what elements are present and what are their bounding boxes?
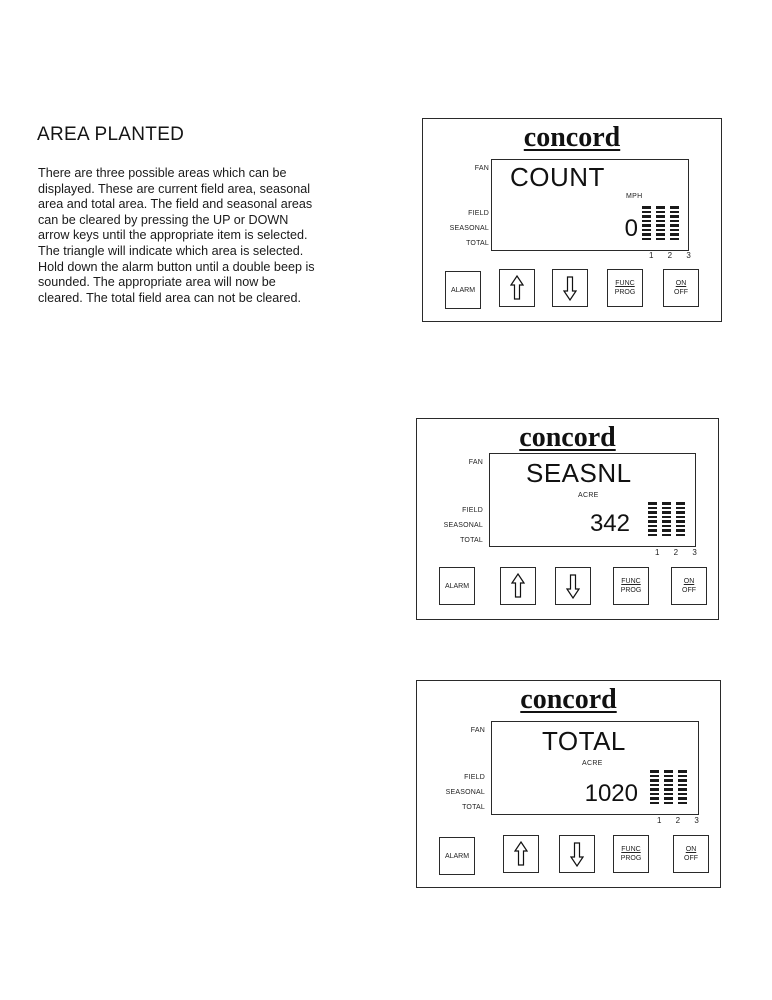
bar-segment [662,511,671,514]
lcd-function-text: SEASNL [526,458,632,488]
bar-segment [642,206,651,209]
up-arrow-button[interactable] [500,567,536,605]
up-arrow-button[interactable] [503,835,539,873]
bar-segment [642,238,651,241]
bar-segment [650,775,659,778]
bar-segment [678,779,687,782]
monitor-panel-seasonal [416,418,719,620]
bar-segment [664,788,673,791]
bar-segment [670,238,679,241]
down-arrow-icon [563,275,577,301]
bar-segment [678,788,687,791]
body-line: cleared. The total field area can not be cleared. [38,290,302,305]
bar-segment [650,788,659,791]
label-field: FIELD [464,774,485,781]
body-line: area and total area. The field and seasonal areas [38,197,313,212]
bar-segment [670,233,679,236]
lcd-unit-text: ACRE [578,492,599,499]
bar-segment [650,793,659,796]
bar-segment [648,507,657,510]
bar-segment [662,525,671,528]
label-field: FIELD [462,507,483,514]
up-arrow-button[interactable] [499,269,535,307]
label-field: FIELD [468,210,489,217]
lcd-value-text: 0 [624,215,638,242]
lcd-value-text: 1020 [584,780,638,807]
bar-segment [656,224,665,227]
bar-segment [656,206,665,209]
func-prog-button[interactable]: FUNC PROG [607,269,643,307]
func-prog-button[interactable]: FUNC PROG [613,567,649,605]
body-line: The triangle will indicate which area is selected. [38,243,304,258]
bar-segment [676,520,685,523]
section-body [38,166,368,306]
lcd-display [491,721,699,815]
lcd-value-text: 342 [589,510,630,537]
bar-segment [662,516,671,519]
lcd-display [489,453,696,547]
bar-column [642,206,651,240]
bar-segment [670,224,679,227]
bar-segment [662,507,671,510]
bar-segment [656,233,665,236]
bar-segment [662,529,671,532]
bar-segment [664,797,673,800]
bar-segment [664,775,673,778]
label-total: TOTAL [460,537,483,544]
body-line: can be cleared by pressing the UP or DOWN [38,212,289,227]
bar-segment [648,525,657,528]
bar-segment [678,770,687,773]
bar-segment [670,220,679,223]
brand-logo: concord [523,122,621,153]
bar-segment [662,520,671,523]
bar-segment [676,525,685,528]
label-seasonal: SEASONAL [443,522,483,529]
monitor-panel-total [416,680,721,888]
bar-segment [648,529,657,532]
bar-segment [662,534,671,537]
bar-segment [678,784,687,787]
alarm-button[interactable]: ALARM [445,271,481,309]
bar-segment [656,229,665,232]
down-arrow-icon [570,841,584,867]
bar-segment [656,211,665,214]
down-arrow-button[interactable] [555,567,591,605]
bar-segment [664,793,673,796]
bar-segment [670,206,679,209]
bar-segment [678,775,687,778]
bar-column [670,206,679,240]
bar-graph [648,502,685,536]
label-seasonal: SEASONAL [449,225,489,232]
bar-segment [656,238,665,241]
lcd-display [491,159,689,251]
bar-segment [676,507,685,510]
on-off-button[interactable]: ON OFF [663,269,699,307]
bar-graph [650,770,687,804]
bar-segment [662,502,671,505]
bar-segment [642,233,651,236]
bar-segment [664,770,673,773]
bar-segment [656,220,665,223]
bar-segment [664,779,673,782]
bar-segment [642,211,651,214]
bar-segment [650,779,659,782]
bar-numbers: 1 2 3 [655,548,703,557]
section-heading: AREA PLANTED [37,124,185,145]
bar-segment [648,511,657,514]
bar-segment [670,215,679,218]
lcd-unit-text: ACRE [582,760,603,767]
label-total: TOTAL [466,240,489,247]
brand-logo: concord [519,422,616,453]
bar-segment [678,793,687,796]
bar-segment [648,516,657,519]
bar-column [650,770,659,804]
bar-segment [676,534,685,537]
up-arrow-icon [514,841,528,867]
alarm-button[interactable]: ALARM [439,837,475,875]
bar-segment [650,802,659,805]
body-line: Hold down the alarm button until a double beep is [38,259,315,274]
up-arrow-icon [511,573,525,599]
bar-segment [650,784,659,787]
lcd-unit-text: MPH [626,193,643,200]
brand-logo: concord [520,684,617,715]
bar-segment [670,211,679,214]
bar-segment [650,770,659,773]
monitor-panel-count [422,118,722,322]
bar-column [664,770,673,804]
bar-segment [648,502,657,505]
bar-numbers: 1 2 3 [649,251,697,260]
bar-graph [642,206,679,240]
body-line: displayed. These are current field area, seasonal [38,181,311,196]
bar-segment [642,215,651,218]
bar-segment [664,784,673,787]
label-fan: FAN [468,459,483,466]
bar-segment [676,516,685,519]
lcd-function-text: COUNT [510,162,605,192]
bar-segment [678,797,687,800]
bar-segment [676,502,685,505]
bar-segment [676,511,685,514]
bar-column [678,770,687,804]
alarm-button[interactable]: ALARM [439,567,475,605]
bar-column [676,502,685,536]
down-arrow-icon [566,573,580,599]
bar-segment [648,520,657,523]
label-fan: FAN [470,727,485,734]
bar-column [648,502,657,536]
on-off-button[interactable]: ON OFF [671,567,707,605]
bar-segment [642,224,651,227]
bar-numbers: 1 2 3 [657,816,705,825]
bar-segment [650,797,659,800]
up-arrow-icon [510,275,524,301]
bar-segment [676,529,685,532]
bar-segment [642,229,651,232]
func-prog-button[interactable]: FUNC PROG [613,835,649,873]
body-line: sounded. The appropriate area will now be [38,275,276,290]
lcd-function-text: TOTAL [542,726,626,756]
body-line: There are three possible areas which can be [38,166,287,180]
bar-segment [656,215,665,218]
bar-column [656,206,665,240]
bar-segment [670,229,679,232]
label-total: TOTAL [462,804,485,811]
on-off-button[interactable]: ON OFF [673,835,709,873]
bar-segment [648,534,657,537]
bar-segment [642,220,651,223]
down-arrow-button[interactable] [559,835,595,873]
label-seasonal: SEASONAL [445,789,485,796]
bar-segment [678,802,687,805]
body-line: arrow keys until the appropriate item is selected. [38,228,308,243]
bar-segment [664,802,673,805]
down-arrow-button[interactable] [552,269,588,307]
label-fan: FAN [474,165,489,172]
bar-column [662,502,671,536]
